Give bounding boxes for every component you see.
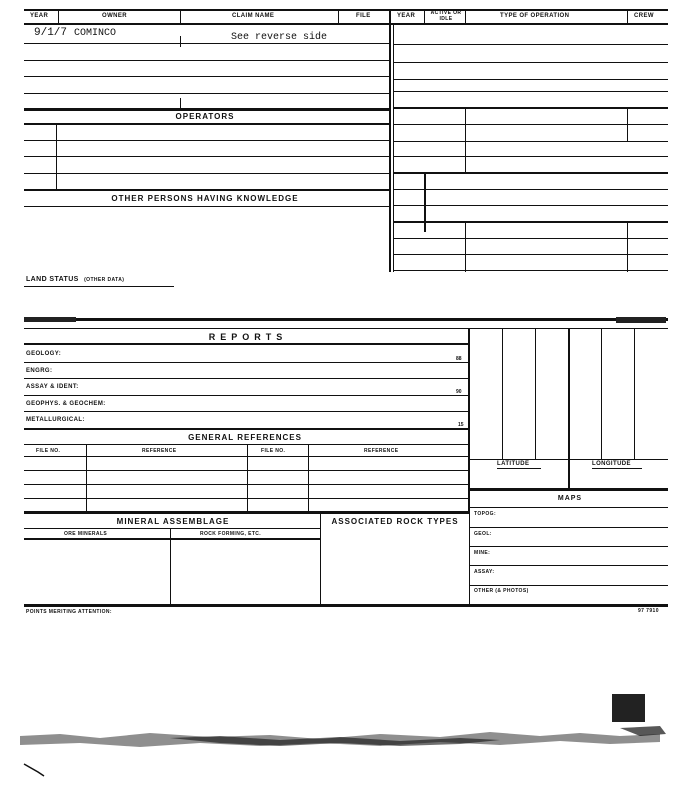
header-type-of-operation: TYPE OF OPERATION	[500, 13, 570, 19]
report-num-geology: 88	[456, 356, 462, 362]
entry-note: See reverse side	[231, 32, 328, 43]
report-row-geophys: GEOPHYS. & GEOCHEM:	[26, 401, 106, 407]
report-row-geology: GEOLOGY:	[26, 351, 62, 357]
other-persons-heading: OTHER PERSONS HAVING KNOWLEDGE	[111, 194, 299, 203]
land-status-heading	[26, 276, 124, 283]
associated-rock-types-heading: ASSOCIATED ROCK TYPES	[331, 517, 459, 526]
black-square-mark	[612, 694, 645, 722]
report-num-metallurgical: 15	[458, 422, 464, 428]
ref-header-file-no-1: FILE NO.	[36, 448, 61, 454]
scan-noise	[20, 724, 668, 784]
header-year: YEAR	[30, 13, 49, 19]
ref-header-reference-2: REFERENCE	[364, 448, 399, 454]
general-references-heading: GENERAL REFERENCES	[188, 433, 302, 442]
maps-topog: TOPOG:	[474, 511, 497, 517]
header-crew: CREW	[634, 13, 654, 19]
header-active-or-idle: ACTIVE OR IDLE	[430, 10, 462, 22]
report-row-assay: ASSAY & IDENT:	[26, 384, 79, 390]
header-year-right: YEAR	[397, 13, 416, 19]
ref-header-file-no-2: FILE NO.	[261, 448, 286, 454]
reports-heading: REPORTS	[208, 332, 288, 342]
maps-heading: MAPS	[557, 495, 583, 502]
header-file: FILE	[356, 13, 371, 19]
rock-forming-header: ROCK FORMING, ETC.	[200, 531, 262, 537]
mineral-assemblage-heading: MINERAL ASSEMBLAGE	[116, 517, 230, 526]
maps-geol: GEOL:	[474, 531, 492, 537]
report-row-engrg: ENGRG:	[26, 368, 53, 374]
header-owner: OWNER	[102, 13, 127, 19]
maps-mine: MINE:	[474, 550, 491, 556]
land-status-label: LAND STATUS	[26, 276, 79, 283]
maps-assay: ASSAY:	[474, 569, 495, 575]
report-num-assay: 90	[456, 389, 462, 395]
form-number: 97 7910	[638, 608, 659, 614]
longitude-label: LONGITUDE	[592, 461, 631, 467]
operators-heading: OPERATORS	[175, 112, 235, 121]
header-claim-name: CLAIM NAME	[232, 13, 275, 19]
entry-owner: COMINCO	[74, 28, 117, 39]
ref-header-reference-1: REFERENCE	[142, 448, 177, 454]
latitude-label: LATITUDE	[497, 461, 530, 467]
report-row-metallurgical: METALLURGICAL:	[26, 417, 85, 423]
ore-minerals-header: ORE MINERALS	[64, 531, 108, 537]
maps-other: OTHER (& PHOTOS)	[474, 588, 529, 594]
entry-date: 9/1/7	[34, 27, 68, 39]
points-meriting-attention: POINTS MERITING ATTENTION:	[26, 609, 112, 615]
land-status-note: (OTHER DATA)	[84, 277, 125, 283]
